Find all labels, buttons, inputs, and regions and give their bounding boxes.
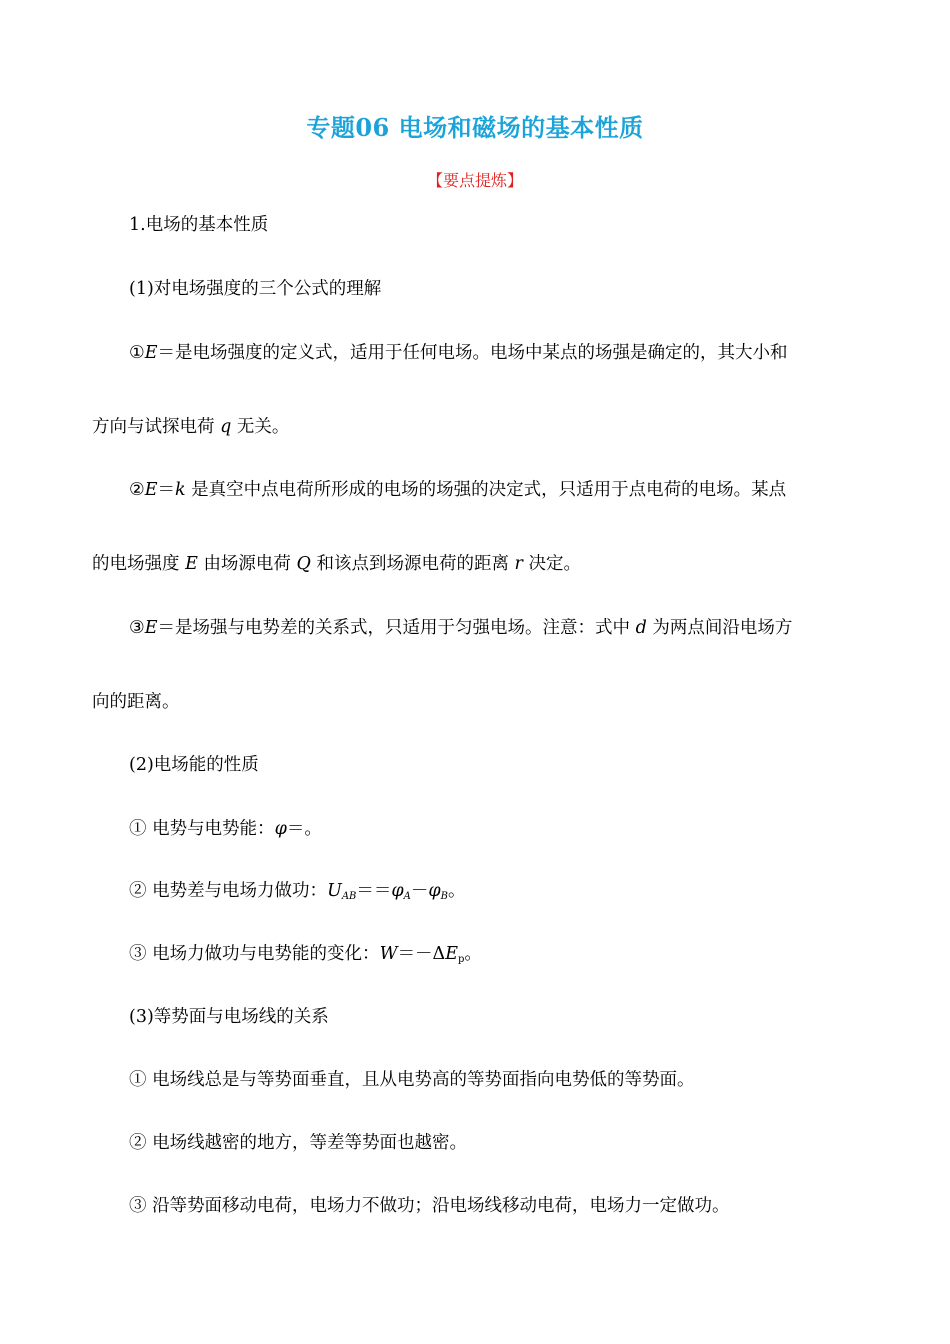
paragraph-line: ③ 电场力做功与电势能的变化：$W=-\Delta E_p$。 bbox=[129, 944, 482, 965]
paragraph-line: ②E＝k 是真空中点电荷所形成的电场的场强的决定式，只适用于点电荷的电场。某点 bbox=[129, 480, 787, 500]
paragraph-line: ① 电势与电势能：φ＝。 bbox=[129, 819, 322, 839]
paragraph-line: ② 电场线越密的地方，等差等势面也越密。 bbox=[129, 1133, 468, 1153]
paragraph-heading-1-1: (1)对电场强度的三个公式的理解 bbox=[129, 279, 382, 299]
page-title: 专题06 电场和磁场的基本性质 bbox=[306, 113, 644, 142]
paragraph-line: ③E＝是场强与电势差的关系式，只适用于匀强电场。注意：式中 d 为两点间沿电场方 bbox=[129, 618, 793, 638]
paragraph-line: ①E＝是电场强度的定义式，适用于任何电场。电场中某点的场强是确定的，其大小和 bbox=[129, 343, 788, 363]
paragraph-heading-1-2: (2)电场能的性质 bbox=[129, 755, 259, 775]
paragraph-heading-1-3: (3)等势面与电场线的关系 bbox=[129, 1007, 329, 1027]
paragraph-line: ① 电场线总是与等势面垂直，且从电势高的等势面指向电势低的等势面。 bbox=[129, 1070, 695, 1090]
paragraph-line: ② 电势差与电场力做功：$U_{AB}==\varphi_A-\varphi_B$。 bbox=[129, 881, 466, 902]
paragraph-heading-1: 1.电场的基本性质 bbox=[129, 215, 269, 235]
paragraph-line: 方向与试探电荷 q 无关。 bbox=[92, 417, 290, 437]
section-subtitle: 【要点提炼】 bbox=[426, 171, 523, 190]
paragraph-line: 向的距离。 bbox=[92, 692, 180, 712]
paragraph-line: 的电场强度 E 由场源电荷 Q 和该点到场源电荷的距离 r 决定。 bbox=[92, 554, 581, 574]
paragraph-line: ③ 沿等势面移动电荷，电场力不做功；沿电场线移动电荷，电场力一定做功。 bbox=[129, 1196, 730, 1216]
